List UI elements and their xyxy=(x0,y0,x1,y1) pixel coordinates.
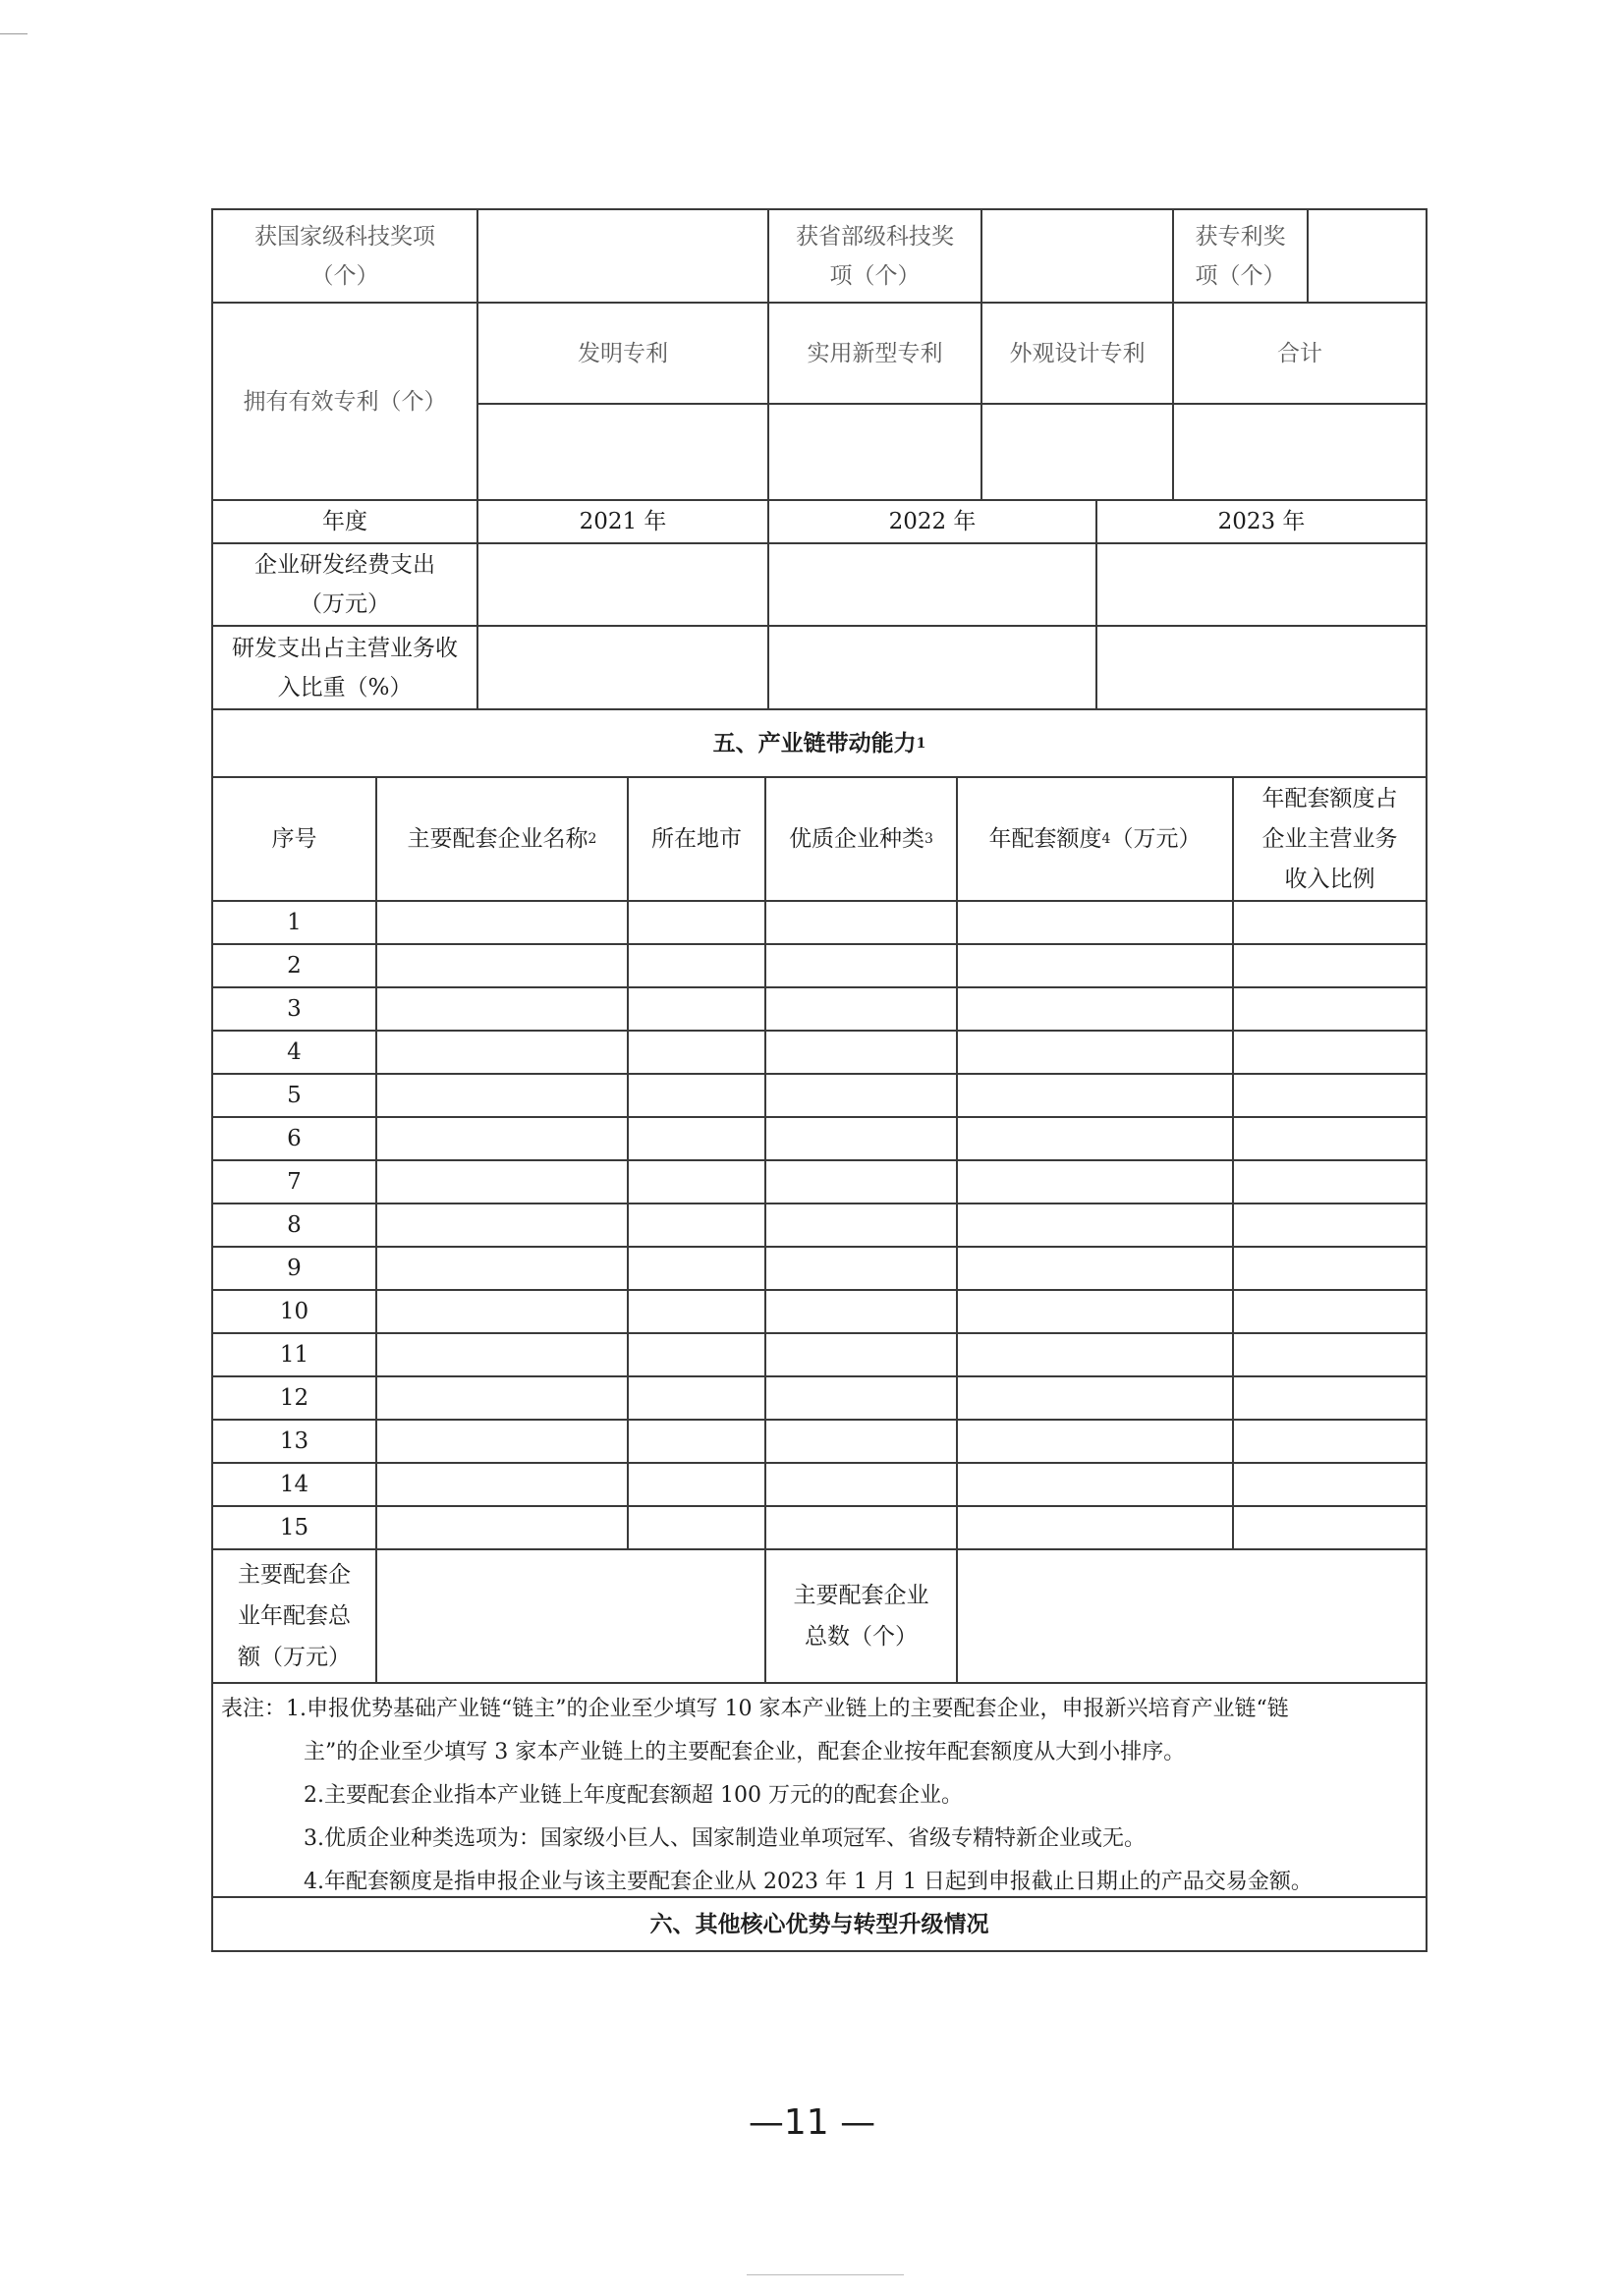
note-line-2: 主”的企业至少填写 3 家本产业链上的主要配套企业，配套企业按年配套额度从大到小排序。 xyxy=(304,1740,1186,1764)
patent-value-utility[interactable] xyxy=(769,405,980,499)
rnd-expense-2021[interactable] xyxy=(478,544,767,625)
valid-patents-label: 拥有有效专利（个） xyxy=(243,388,447,415)
rnd-ratio-2023[interactable] xyxy=(1097,627,1426,708)
rnd-ratio-label: 研发支出占主营业务收入比重（%） xyxy=(232,635,458,700)
year-2022: 2022 年 xyxy=(888,509,977,534)
rnd-expense-2022[interactable] xyxy=(769,544,1095,625)
patent-col-utility: 实用新型专利 xyxy=(807,340,943,366)
table-row-number: 13 xyxy=(279,1428,309,1454)
table-row-number: 4 xyxy=(287,1039,302,1065)
patent-col-total: 合计 xyxy=(1277,340,1322,366)
col-header-type: 优质企业种类 3 xyxy=(789,826,933,852)
patent-value-design[interactable] xyxy=(982,405,1172,499)
year-label: 年度 xyxy=(322,509,367,534)
supplier-count-label: 主要配套企业总数（个） xyxy=(793,1583,929,1650)
table-row-number: 8 xyxy=(287,1212,302,1238)
table-row-number: 3 xyxy=(287,996,302,1022)
total-amount-value[interactable] xyxy=(377,1550,764,1682)
patent-award-value[interactable] xyxy=(1309,210,1426,302)
rnd-expense-label: 企业研发经费支出（万元） xyxy=(254,552,435,617)
note-line-5: 4.年配套额度是指申报企业与该主要配套企业从 2023 年 1 月 1 日起到申报截止日期止的产品交易金额。 xyxy=(304,1870,1313,1894)
note-line-3: 2.主要配套企业指本产业链上年度配套额超 100 万元的的配套企业。 xyxy=(304,1783,963,1808)
table-row-number: 1 xyxy=(287,910,302,935)
patent-value-total[interactable] xyxy=(1174,405,1426,499)
col-header-seq: 序号 xyxy=(271,826,317,852)
provincial-award-label: 获省部级科技奖项（个） xyxy=(796,223,954,289)
scan-bottom-line xyxy=(747,2274,904,2275)
patent-value-invention[interactable] xyxy=(478,405,767,499)
table-notes xyxy=(221,1688,1420,1904)
scan-edge-mark xyxy=(0,33,28,34)
col-header-ratio: 年配套额度占企业主营业务收入比例 xyxy=(1261,785,1398,892)
rnd-expense-2023[interactable] xyxy=(1097,544,1426,625)
table-row-number: 10 xyxy=(279,1299,309,1324)
national-award-label: 获国家级科技奖项（个） xyxy=(254,223,435,289)
patent-award-label: 获专利奖项（个） xyxy=(1195,223,1286,289)
table-row-number: 15 xyxy=(279,1515,309,1540)
note-line-4: 3.优质企业种类选项为：国家级小巨人、国家制造业单项冠军、省级专精特新企业或无。 xyxy=(304,1826,1146,1851)
table-row-number: 12 xyxy=(279,1385,309,1411)
year-2023: 2023 年 xyxy=(1217,509,1306,534)
table-row-number: 2 xyxy=(287,953,302,979)
section6-title: 六、其他核心优势与转型升级情况 xyxy=(649,1910,989,1937)
provincial-award-value[interactable] xyxy=(982,210,1172,302)
page-number: —11 — xyxy=(748,2102,876,2143)
national-award-value[interactable] xyxy=(478,210,767,302)
section5-title: 五、产业链带动能力 1 xyxy=(712,729,926,756)
table-row-number: 9 xyxy=(287,1256,302,1281)
patent-col-design: 外观设计专利 xyxy=(1009,340,1146,366)
col-header-amount: 年配套额度 4 （万元） xyxy=(988,826,1202,852)
col-header-city: 所在地市 xyxy=(651,826,742,852)
table-row-number: 5 xyxy=(287,1083,302,1108)
note-line-1: 表注：1.申报优势基础产业链“链主”的企业至少填写 10 家本产业链上的主要配套企业，申报新兴培育产业链“链 xyxy=(221,1697,1289,1721)
table-row-number: 6 xyxy=(287,1126,302,1151)
table-row-number: 11 xyxy=(279,1342,309,1368)
patent-col-invention: 发明专利 xyxy=(578,340,668,366)
table-row-number: 7 xyxy=(287,1169,302,1195)
rnd-ratio-2022[interactable] xyxy=(769,627,1095,708)
table-row-number: 14 xyxy=(279,1472,309,1497)
col-header-name: 主要配套企业名称 2 xyxy=(407,826,597,852)
year-2021: 2021 年 xyxy=(579,509,667,534)
total-amount-label: 主要配套企业年配套总额（万元） xyxy=(238,1562,351,1670)
rnd-ratio-2021[interactable] xyxy=(478,627,767,708)
supplier-count-value[interactable] xyxy=(958,1550,1426,1682)
